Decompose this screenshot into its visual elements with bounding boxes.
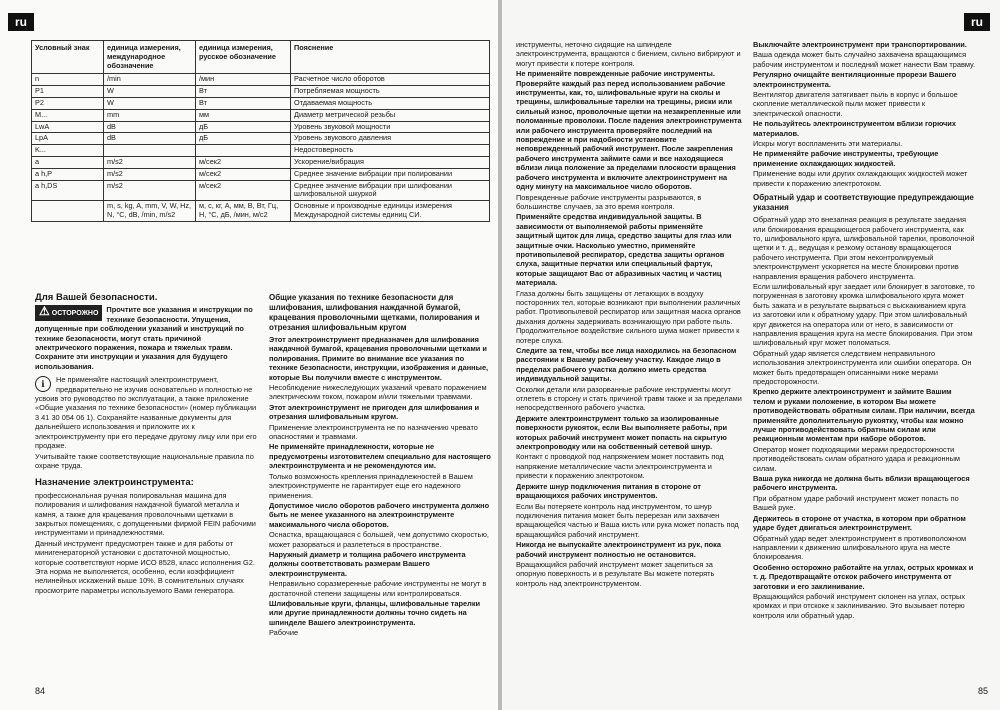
text-paragraph: Контакт с проводкой под напряжением может поставить под напряжение металлические части электроинструмента и привести к поражению электротоком. bbox=[516, 452, 724, 481]
table-cell bbox=[196, 145, 291, 157]
text-paragraph: инструменты, неточно сидящие на шпинделе электроинструмента, вращаются с биением, сильно вибрируют и могут привести к потере контроля. bbox=[516, 40, 741, 68]
text-paragraph: Ваша одежда может быть случайно захвачена вращающимся рабочим инструментом и последний может нанести Вам травму. bbox=[753, 50, 976, 69]
table-cell: /мин bbox=[196, 74, 291, 86]
right-column-1 bbox=[516, 40, 742, 589]
general-safety-p4: Применение электроинструмента не по назначению чревато опасностями и травмами. bbox=[269, 422, 478, 442]
table-cell: Недостоверность bbox=[291, 145, 490, 157]
table-cell: LwA bbox=[32, 121, 104, 133]
text-paragraph: Обратный удар ведет электроинструмент в противоположном направлении к движению шлифовального круга на месте блокирования. bbox=[753, 533, 967, 562]
table-cell: a h,P bbox=[32, 168, 104, 180]
table-cell: m, s, kg, A, mm, V, W, Hz, N, °C, dB, /min, m/s2 bbox=[104, 201, 196, 222]
generator-text: Данный инструмент предусмотрен также и для работы от минигенераторной установки с достаточной мощностью, которые соответствуют норме ИСО 8528, класс исполнения G2. Эта норма не выполняется, особенно, если коэффициент нелинейных искажений выше 10%. В сомнительных случаях просмотрите параметры используемого Вами генератора. bbox=[35, 538, 255, 595]
text-paragraph: Держите шнур подключения питания в стороне от вращающихся рабочих инструментов. bbox=[516, 481, 701, 501]
general-safety-p3: Этот электроинструмент не пригоден для шлифования и отрезания шлифовальным кругом. bbox=[269, 402, 479, 422]
text-paragraph: Если шлифовальный круг заедает или блокирует в заготовке, то погруженная в заготовку кромка шлифовального круга может быть зажата и в результате вырваться с выскакиванием круга из заготовки или к обратному удару. При этом шлифовальный круг движется на оператора или от него, в зависимости от направления вращения круга на месте блокирования. При этом шлифовальный круг может поломаться. bbox=[753, 281, 975, 348]
table-cell: a bbox=[32, 156, 104, 168]
table-cell: мм bbox=[196, 109, 291, 121]
warning-triangle-icon: ⚠ bbox=[39, 304, 50, 319]
table-cell: Ускорение/вибрация bbox=[291, 156, 490, 168]
text-paragraph: Держитесь в стороне от участка, в котором при обратном ударе будет двигаться электроинструмент. bbox=[753, 513, 966, 533]
keep-instructions-text: Сохраните эти инструкции и указания для будущего использования. bbox=[35, 352, 228, 371]
text-paragraph: Ваша рука никогда не должна быть вблизи вращающегося рабочего инструмента. bbox=[753, 474, 970, 493]
table-cell: dB bbox=[104, 133, 196, 145]
text-paragraph: Вентилятор двигателя затягивает пыль в корпус и большое скопление металлической пыли может привести к электрической опасности. bbox=[753, 90, 958, 118]
symbols-table bbox=[31, 40, 490, 222]
text-paragraph: Осколки детали или разорванные рабочие инструменты могут отлететь в сторону и стать причиной травм также и за пределами непосредственного рабочего участка. bbox=[516, 384, 742, 413]
table-cell: дБ bbox=[196, 121, 291, 133]
general-safety-p7: Допустимое число оборотов рабочего инструмента должно быть не менее указанного на электроинструменте максимального числа оборотов. bbox=[269, 500, 490, 529]
text-paragraph: Искры могут воспламенить эти материалы. bbox=[753, 139, 903, 149]
text-paragraph: Глаза должны быть защищены от летающих в воздуху посторонних тел, которые возникают при выполнении различных работ. Противопылевой респиратор или защитная маска органов дыхания должны задерживать возникающую при работе пыль. Продолжительное воздействие сильного шума может привести к потере слуха. bbox=[516, 288, 741, 345]
table-cell: м/сек2 bbox=[196, 168, 291, 180]
table-row bbox=[32, 201, 490, 222]
table-cell: дБ bbox=[196, 133, 291, 145]
warning-text: Прочтите все указания и инструкции по технике безопасности. Упущения, допущенные при соблюдении указаний и инструкций по технике безопасности, могут стать причиной электрического поражения, пожара и тяжелых травм. bbox=[35, 305, 253, 353]
text-paragraph: Обратный удар это внезапная реакция в результате заедания или блокирования вращающегося рабочего инструмента, как то, шлифовального круга, шлифовальной тарелки, проволочной щетки и т. д., ведущая к резкому останову вращающегося рабочего инструмента. При этом неконтролируемый электроинструмент ускоряется на месте блокировки против направления вращения рабочего инструмента. bbox=[753, 215, 975, 281]
table-cell: dB bbox=[104, 121, 196, 133]
text-paragraph: Если Вы потеряете контроль над инструментом, то шнур подключения питания может быть перерезан или захвачен вращающейся частью и Ваша кисть или рука может попасть под вращающийся рабочий инструмент. bbox=[516, 501, 739, 539]
table-row bbox=[32, 156, 490, 168]
table-cell: W bbox=[104, 86, 196, 98]
table-row bbox=[32, 97, 490, 109]
general-safety-p2: Несоблюдение нижеследующих указаний чревато поражением электрическим током, пожаром и/или тяжелыми травмами. bbox=[269, 383, 487, 402]
table-header-cell: Пояснение bbox=[291, 41, 490, 74]
table-cell: W bbox=[104, 97, 196, 109]
table-cell: Уровень звукового давления bbox=[291, 133, 490, 145]
general-safety-p5: Не применяйте принадлежности, которые не предусмотрены изготовителем специально для настоящего электроинструмента и не рекомендуются им. bbox=[269, 442, 491, 471]
text-paragraph: Крепко держите электроинструмент и займите Вашим телом и руками положение, в котором Вы можете противодействовать обратным силам. При наличии, всегда применяйте дополнительную рукоятку, чтобы как можно лучше противодействовать обратным силам или реакционным моментам при наборе оборотов. bbox=[753, 387, 975, 444]
page-number: 84 bbox=[35, 686, 46, 696]
general-safety-p12: Рабочие bbox=[269, 628, 299, 638]
text-paragraph: Не пользуйтесь электроинструментом вблизи горючих материалов. bbox=[753, 119, 956, 138]
table-cell: Среднее значение вибрации при полировании bbox=[291, 168, 490, 180]
left-column-1 bbox=[35, 293, 257, 596]
text-paragraph: Не применяйте поврежденные рабочие инструменты. Проверяйте каждый раз перед использованием рабочие инструменты, как, то, шлифовальные круги на сколы и трещины, шлифовальные тарелки на трещины, риски или сильный износ, проволочные щетки на незакрепленные или поломанные проволоки. После падения электроинструмента или рабочего инструмента проверяйте последний на повреждение и при надобности установите неповрежденный рабочий инструмент. После закрепления рабочего инструмента займите сами и все находящиеся вблизи лица положение за пределами плоскости вращения рабочего инструмента и включите электроинструмент на одну минуту на максимальное число оборотов. bbox=[516, 69, 742, 192]
table-row bbox=[32, 133, 490, 145]
table-cell: a h,DS bbox=[32, 180, 104, 201]
table-row bbox=[32, 121, 490, 133]
left-page bbox=[0, 0, 498, 710]
table-row bbox=[32, 145, 490, 157]
table-row bbox=[32, 86, 490, 98]
table-cell: LpA bbox=[32, 133, 104, 145]
general-safety-p6: Только возможность крепления принадлежностей в Вашем электроинструменте не гарантирует еще его надежного применения. bbox=[269, 471, 473, 500]
safety-title: Для Вашей безопасности. bbox=[35, 292, 158, 303]
left-column-2 bbox=[269, 293, 491, 639]
text-paragraph: Вращающийся рабочий инструмент склонен на углах, острых кромках и при отскоке к заклиниванию. Это вызывает потерю контроля или обратный удар. bbox=[753, 591, 966, 620]
table-header-cell: единица измерения, русское обозначение bbox=[196, 41, 291, 74]
text-paragraph: Никогда не выпускайте электроинструмент из рук, пока рабочий инструмент полностью не остановится. bbox=[516, 540, 721, 559]
table-row bbox=[32, 180, 490, 201]
manual-paragraph bbox=[35, 375, 257, 450]
text-paragraph: При обратном ударе рабочий инструмент может попасть по Вашей руке. bbox=[753, 493, 959, 513]
table-cell: м, с, кг, А, мм, В, Вт, Гц, Н, °С, дБ, /мин, м/с2 bbox=[196, 201, 291, 222]
table-cell: m/s2 bbox=[104, 168, 196, 180]
text-paragraph: Поврежденные рабочие инструменты разрываются, в большинстве случаев, за это время контроля. bbox=[516, 192, 702, 211]
table-cell: n bbox=[32, 74, 104, 86]
text-paragraph: Вращающийся рабочий инструмент может зацепиться за опорную поверхность и в результате Вы можете потерять контроль над электроинструментом. bbox=[516, 559, 715, 588]
language-badge: ru bbox=[8, 13, 34, 31]
table-cell: P2 bbox=[32, 97, 104, 109]
table-cell: м/сек2 bbox=[196, 156, 291, 168]
general-safety-p9: Наружный диаметр и толщина рабочего инструмента должны соответствовать размерам Вашего электроинструмента. bbox=[269, 549, 466, 578]
table-cell: m/s2 bbox=[104, 156, 196, 168]
text-paragraph: Выключайте электроинструмент при транспортировании. bbox=[753, 40, 967, 49]
right-column-2 bbox=[753, 40, 975, 621]
table-cell: /min bbox=[104, 74, 196, 86]
right-page bbox=[502, 0, 1000, 710]
general-safety-p1: Этот электроинструмент предназначен для шлифования наждачной бумагой, крацевания проволочными щетками и полирования. Примите во внимание все указания по технике безопасности, инструкции, изображения и данные, которые Вы получили вместе с инструментом. bbox=[269, 335, 489, 382]
general-safety-p11: Шлифовальные круги, фланцы, шлифовальные тарелки или другие принадлежности должны точно сидеть на шпинделе Вашего электроинструмента. bbox=[269, 598, 481, 627]
table-cell bbox=[104, 145, 196, 157]
national-rules-text: Учитывайте также соответствующие национальные правила по охране труда. bbox=[35, 451, 254, 470]
table-cell: K... bbox=[32, 145, 104, 157]
table-cell: Потребляемая мощность bbox=[291, 86, 490, 98]
text-paragraph: Регулярно очищайте вентиляционные прорези Вашего электроинструмента. bbox=[753, 70, 957, 89]
table-cell: P1 bbox=[32, 86, 104, 98]
text-paragraph: Оператор может подходящими мерами предосторожности противодействовать силам обратного удара и реакционным силам. bbox=[753, 444, 961, 473]
kickback-title: Обратный удар и соответствующие предупреждающие указания bbox=[753, 193, 974, 213]
table-row bbox=[32, 74, 490, 86]
purpose-title: Назначение электроинструмента: bbox=[35, 477, 194, 489]
purpose-text: профессиональная ручная полировальная машина для полирования и шлифования наждачной бумагой металла и камня, а также для крацевания проволочными щетками в закрытых помещениях, с допущенными фирмой FEIN рабочими инструментами и принадлежностями. bbox=[35, 490, 256, 538]
table-cell: Уровень звуковой мощности bbox=[291, 121, 490, 133]
text-paragraph: Применяйте средства индивидуальной защиты. В зависимости от выполняемой работы применяйте защитный щиток для лица, средство защиты для глаз или защитные очки. Насколько уместно, применяйте противопылевой респиратор, средства защиты органов слуха, защитные перчатки или специальный фартук, которые защищают Вас от абразивных частиц и частиц материала. bbox=[516, 212, 732, 288]
general-safety-p10: Неправильно соразмеренные рабочие инструменты не могут в достаточной степени защищены или контролироваться. bbox=[269, 579, 487, 598]
warning-label bbox=[35, 305, 102, 320]
manual-text: Не применяйте настоящий электроинструмент, предварительно не изучив основательно и полностью не усвоив это руководство по эксплуатации, а также приложение «Общие указания по технике безопасности» (номер публикации 3 41 30 054 06 1). Сохраняйте названные документы для дальнейшего использования и приложите их к электроинструменту при его передаче другому лицу или при его продаже. bbox=[35, 375, 257, 451]
table-cell: Расчетное число оборотов bbox=[291, 74, 490, 86]
table-header-cell: Условный знак bbox=[32, 41, 104, 74]
table-cell: Диаметр метрической резьбы bbox=[291, 109, 490, 121]
table-row bbox=[32, 168, 490, 180]
page-number: 85 bbox=[977, 686, 988, 696]
table-cell: Вт bbox=[196, 97, 291, 109]
table-cell: Среднее значение вибрации при шлифовании шлифовальной шкуркой bbox=[291, 180, 490, 201]
text-paragraph: Особенно осторожно работайте на углах, острых кромках и т. д. Предотвращайте отскок рабочего инструмента от заготовки и его заклинивание. bbox=[753, 562, 974, 591]
read-manual-icon: ℹ bbox=[35, 376, 51, 392]
table-cell: Основные и производные единицы измерения Международной системы единиц СИ. bbox=[291, 201, 490, 222]
table-cell: Вт bbox=[196, 86, 291, 98]
text-paragraph: Обратный удар является следствием неправильного использования электроинструмента или ошибки оператора. Он может быть предотвращен описанными ниже мерами предосторожности. bbox=[753, 348, 972, 386]
table-cell bbox=[32, 201, 104, 222]
table-cell: M... bbox=[32, 109, 104, 121]
general-safety-title: Общие указания по технике безопасности для шлифования, шлифования наждачной бумагой, крацевания проволочными щетками, полирования и отрезания шлифовальным кругом bbox=[269, 293, 480, 332]
text-paragraph: Держите электроинструмент только за изолированные поверхности рукояток, если Вы выполняете работы, при которых рабочий инструмент может попасть на скрытую электропроводку или на собственный сетевой шнур. bbox=[516, 413, 728, 452]
table-cell: mm bbox=[104, 109, 196, 121]
table-header-row bbox=[32, 41, 490, 74]
table-cell: Отдаваемая мощность bbox=[291, 97, 490, 109]
text-paragraph: Не применяйте рабочие инструменты, требующие применение охлаждающих жидкостей. bbox=[753, 149, 939, 168]
general-safety-p8: Оснастка, вращающаяся с большей, чем допустимо скоростью, может разорваться и разлететься в пространстве. bbox=[269, 530, 489, 549]
table-cell: м/сек2 bbox=[196, 180, 291, 201]
text-paragraph: Следите за тем, чтобы все лица находились на безопасном расстоянии к Вашему рабочему участку. Каждое лицо в пределах рабочего участка должно иметь средства индивидуальной защиты. bbox=[516, 346, 737, 384]
language-badge: ru bbox=[964, 13, 990, 31]
table-header-cell: единица измерения, международное обозначение bbox=[104, 41, 196, 74]
text-paragraph: Применение воды или других охлаждающих жидкостей может привести к поражению электротоком. bbox=[753, 169, 968, 188]
table-row bbox=[32, 109, 490, 121]
warning-label-text: ОСТОРОЖНО bbox=[51, 310, 99, 318]
table-cell: m/s2 bbox=[104, 180, 196, 201]
